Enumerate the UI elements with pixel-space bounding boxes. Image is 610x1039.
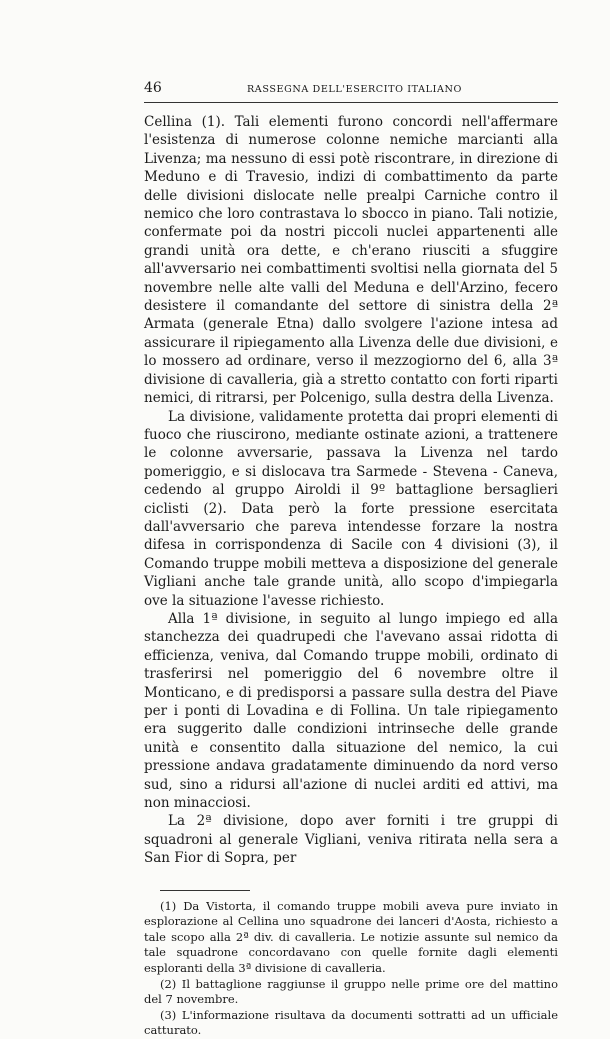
footnotes — [144, 899, 558, 1039]
header-rule — [144, 102, 558, 103]
footnote-rule — [160, 890, 250, 891]
paragraph: Cellina (1). Tali elementi furono concordi nell'affermare l'esistenza di numerose colonne nemiche marcianti alla Livenza; ma nessuno di essi potè riscontrare, in direzione di Meduno e di Travesio, indizi di combattimento da parte delle divisioni dislocate nelle prealpi Carniche contro il nemico che loro contrastava lo sbocco in piano. Tali notizie, confermate poi da nostri piccoli nuclei appartenenti alle grandi unità ora dette, e ch'erano riusciti a sfuggire all'avversario nei combattimenti svoltisi nella giornata del 5 novembre nelle alte valli del Meduna e dell'Arzino, fecero desistere il comandante del settore di sinistra della 2ª Armata (generale Etna) dallo svolgere l'azione intesa ad assicurare il ripiegamento alla Livenza delle due divisioni, e lo mossero ad ordinare, verso il mezzogiorno del 6, alla 3ª divisione di cavalleria, già a stretto contatto con forti riparti nemici, di ritrarsi, per Polcenigo, sulla destra della Livenza. — [144, 114, 558, 407]
running-title: RASSEGNA DELL'ESERCITO ITALIANO — [246, 84, 462, 95]
footnote: (3) L'informazione risultava da documenti sottratti ad un ufficiale catturato. — [144, 1007, 558, 1038]
page-number: 46 — [144, 80, 162, 96]
page-header — [144, 80, 558, 100]
paragraph: La divisione, validamente protetta dai propri elementi di fuoco che riuscirono, mediante ostinate azioni, a trattenere le colonne avversarie, passava la Livenza nel tardo pomeriggio, e si dislocava tra Sarmede - Stevena - Caneva, cedendo al gruppo Airoldi il 9º battaglione bersaglieri ciclisti (2). Data però la forte pressione esercitata dall'avversario che pareva intendesse forzare la nostra difesa in corrispondenza di Sacile con 4 divisioni (3), il Comando truppe mobili metteva a disposizione del generale Vigliani anche tale grande unità, allo scopo d'impiegarla ove la situazione l'avesse richiesto. — [144, 408, 558, 609]
body-text — [144, 113, 558, 868]
document-page — [144, 80, 558, 1039]
paragraph: Alla 1ª divisione, in seguito al lungo impiego ed alla stanchezza dei quadrupedi che l'avevano assai ridotta di efficienza, veniva, dal Comando truppe mobili, ordinato di trasferirsi nel pomeriggio del 6 novembre oltre il Monticano, e di predisporsi a passare sulla destra del Piave per i ponti di Lovadina e di Follina. Un tale ripiegamento era suggerito dalle condizioni intrinseche delle grande unità e consentito dalla situazione del nemico, la cui pressione andava gradatamente diminuendo da nord verso sud, sino a ridursi all'azione di nuclei arditi ed attivi, ma non minacciosi. — [144, 610, 558, 812]
footnote: (2) Il battaglione raggiunse il gruppo nelle prime ore del mattino del 7 novembre. — [144, 976, 558, 1007]
footnote: (1) Da Vistorta, il comando truppe mobili aveva pure inviato in esplorazione al Cellina uno squadrone dei lanceri d'Aosta, richiesto a tale scopo alla 2ª div. di cavalleria. Le notizie assunte sul nemico da tale squadrone concordavano con quelle fornite dagli elementi esploranti della 3ª divisione di cavalleria. — [144, 898, 558, 976]
paragraph: La 2ª divisione, dopo aver forniti i tre gruppi di squadroni al generale Vigliani, veniva ritirata nella sera a San Fior di Sopra, per — [144, 813, 558, 867]
